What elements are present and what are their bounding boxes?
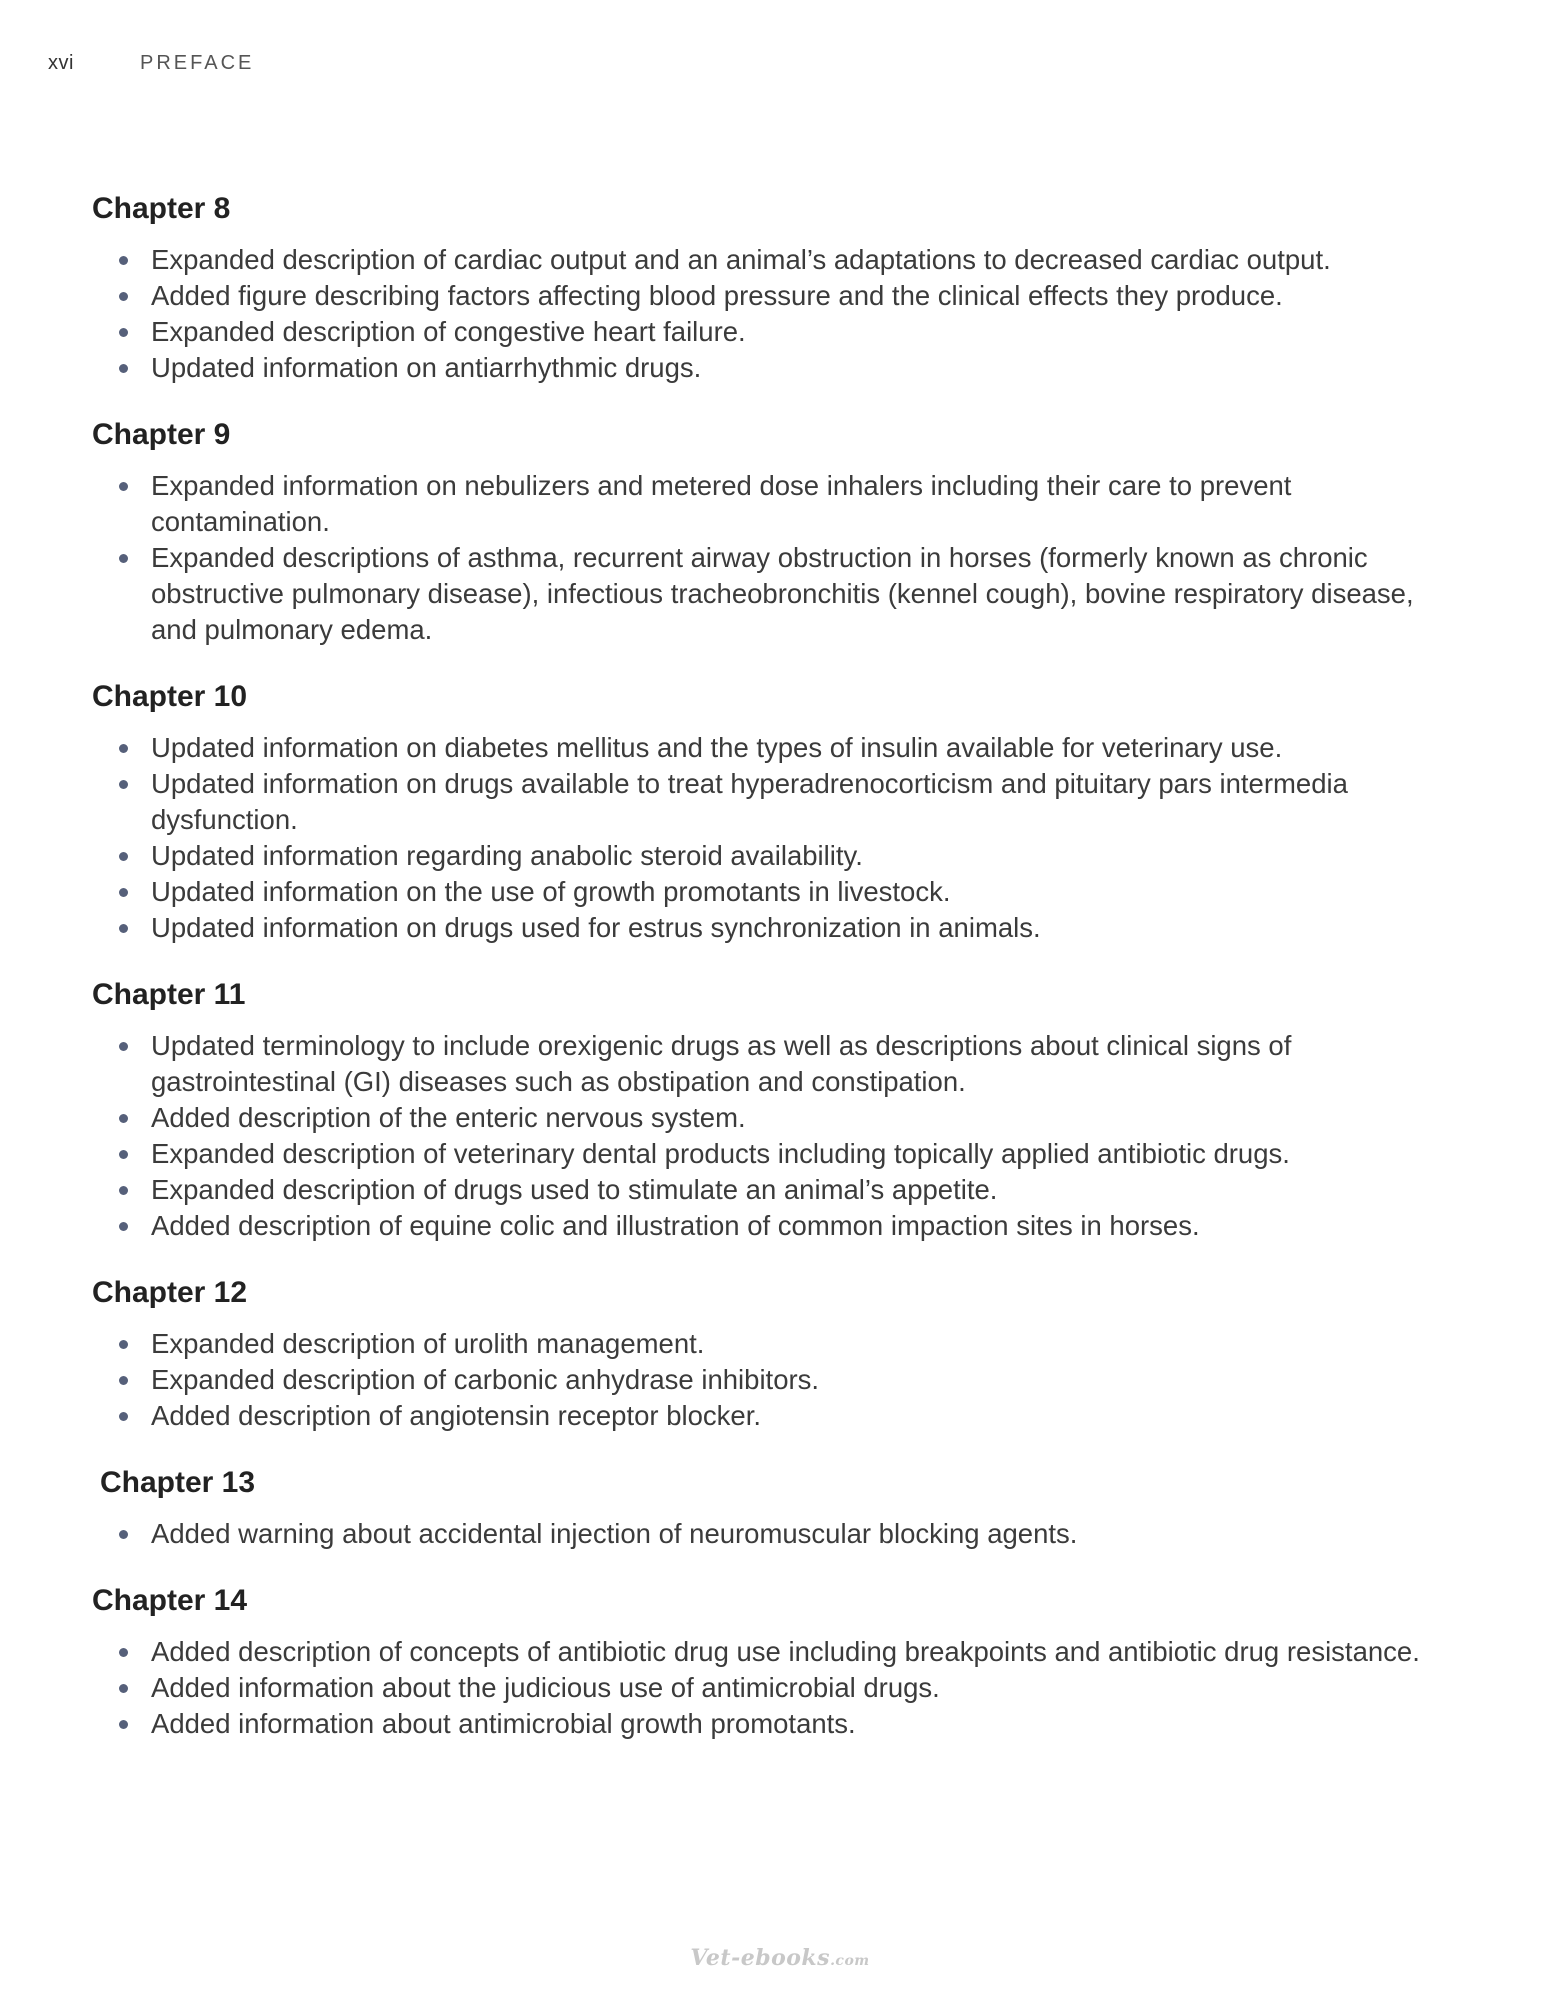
bullet-icon <box>119 482 128 491</box>
list-item <box>92 1028 1422 1100</box>
bullet-icon <box>119 924 128 933</box>
chapter-heading: Chapter 12 <box>92 1276 248 1309</box>
list-item-text: Added information about antimicrobial growth promotants. <box>151 1708 856 1739</box>
list-item-text: Updated information on drugs used for estrus synchronization in animals. <box>151 912 1041 943</box>
bullet-list <box>92 468 1422 648</box>
chapter-10-section <box>92 678 1422 946</box>
list-item-text: Expanded description of congestive heart failure. <box>151 316 746 347</box>
watermark-text: Vet-ebooks <box>690 1945 831 1971</box>
bullet-icon <box>119 1222 128 1231</box>
bullet-icon <box>119 1340 128 1349</box>
bullet-list <box>92 1028 1422 1244</box>
bullet-list <box>92 242 1422 386</box>
list-item <box>92 838 1422 874</box>
list-item-text: Added description of equine colic and illustration of common impaction sites in horses. <box>151 1210 1200 1241</box>
list-item-text: Updated information regarding anabolic steroid availability. <box>151 840 863 871</box>
list-item <box>92 1172 1422 1208</box>
chapter-heading: Chapter 11 <box>92 978 246 1011</box>
list-item-text: Expanded description of drugs used to stimulate an animal’s appetite. <box>151 1174 998 1205</box>
list-item-text: Updated information on the use of growth promotants in livestock. <box>151 876 951 907</box>
list-item <box>92 910 1422 946</box>
list-item <box>92 1208 1422 1244</box>
chapter-heading: Chapter 14 <box>92 1584 248 1617</box>
chapter-heading: Chapter 8 <box>92 192 231 225</box>
list-item-text: Added description of concepts of antibiotic drug use including breakpoints and antibiotic drug resistance. <box>151 1636 1420 1667</box>
bullet-list <box>92 730 1422 946</box>
list-item-text: Added description of the enteric nervous system. <box>151 1102 746 1133</box>
list-item <box>92 1634 1422 1670</box>
list-item <box>92 1362 1422 1398</box>
list-item-text: Expanded description of cardiac output and an animal’s adaptations to decreased cardiac output. <box>151 244 1331 275</box>
list-item <box>92 766 1422 838</box>
bullet-list <box>92 1326 1422 1434</box>
list-item-text: Added information about the judicious use of antimicrobial drugs. <box>151 1672 940 1703</box>
list-item-text: Updated information on drugs available to treat hyperadrenocorticism and pituitary pars intermedia dysfunction. <box>151 768 1348 835</box>
bullet-icon <box>119 1412 128 1421</box>
bullet-icon <box>119 256 128 265</box>
bullet-icon <box>119 744 128 753</box>
bullet-list <box>92 1634 1422 1742</box>
list-item <box>92 1670 1422 1706</box>
bullet-icon <box>119 328 128 337</box>
list-item-text: Updated terminology to include orexigenic drugs as well as descriptions about clinical signs of gastrointestinal (GI) diseases such as obstipation and constipation. <box>151 1030 1292 1097</box>
bullet-icon <box>119 1114 128 1123</box>
list-item <box>92 874 1422 910</box>
list-item-text: Expanded description of veterinary dental products including topically applied antibiotic drugs. <box>151 1138 1290 1169</box>
chapter-8-section <box>92 190 1422 386</box>
bullet-icon <box>119 1150 128 1159</box>
chapter-9-section <box>92 416 1422 648</box>
list-item <box>92 730 1422 766</box>
chapter-heading: Chapter 10 <box>92 680 248 713</box>
list-item-text: Expanded description of carbonic anhydrase inhibitors. <box>151 1364 820 1395</box>
list-item <box>92 242 1422 278</box>
list-item-text: Expanded information on nebulizers and metered dose inhalers including their care to prevent contamination. <box>151 470 1292 537</box>
bullet-icon <box>119 1530 128 1539</box>
bullet-icon <box>119 364 128 373</box>
chapter-12-section <box>92 1274 1422 1434</box>
bullet-icon <box>119 1376 128 1385</box>
list-item <box>92 468 1422 540</box>
list-item <box>92 350 1422 386</box>
chapter-heading: Chapter 9 <box>92 418 231 451</box>
list-item-text: Expanded descriptions of asthma, recurrent airway obstruction in horses (formerly known as chronic obstructive pulmonary disease), infectious tracheobronchitis (kennel cough), bovine respiratory disease, and pulmonary edema. <box>151 542 1414 645</box>
page-content <box>92 190 1422 1772</box>
bullet-icon <box>119 1720 128 1729</box>
list-item-text: Updated information on antiarrhythmic drugs. <box>151 352 702 383</box>
section-title: PREFACE <box>140 52 255 74</box>
list-item <box>92 314 1422 350</box>
watermark-domain: .com <box>830 1953 870 1969</box>
bullet-icon <box>119 780 128 789</box>
list-item <box>92 278 1422 314</box>
page-number: xvi <box>48 52 74 74</box>
list-item <box>92 1136 1422 1172</box>
bullet-icon <box>119 1648 128 1657</box>
bullet-icon <box>119 1042 128 1051</box>
bullet-icon <box>119 888 128 897</box>
list-item-text: Added description of angiotensin receptor blocker. <box>151 1400 761 1431</box>
list-item <box>92 1398 1422 1434</box>
chapter-11-section <box>92 976 1422 1244</box>
chapter-14-section <box>92 1582 1422 1742</box>
list-item-text: Added figure describing factors affecting blood pressure and the clinical effects they produce. <box>151 280 1283 311</box>
bullet-icon <box>119 554 128 563</box>
chapter-heading: Chapter 13 <box>100 1466 256 1499</box>
chapter-13-section <box>92 1464 1422 1552</box>
list-item <box>92 1706 1422 1742</box>
bullet-icon <box>119 852 128 861</box>
bullet-icon <box>119 1684 128 1693</box>
bullet-list <box>92 1516 1422 1552</box>
bullet-icon <box>119 1186 128 1195</box>
list-item <box>92 1100 1422 1136</box>
list-item <box>92 540 1422 648</box>
list-item-text: Added warning about accidental injection of neuromuscular blocking agents. <box>151 1518 1078 1549</box>
bullet-icon <box>119 292 128 301</box>
list-item <box>92 1326 1422 1362</box>
list-item-text: Updated information on diabetes mellitus and the types of insulin available for veterinary use. <box>151 732 1283 763</box>
list-item <box>92 1516 1422 1552</box>
watermark-logo <box>690 1945 870 1971</box>
list-item-text: Expanded description of urolith management. <box>151 1328 705 1359</box>
